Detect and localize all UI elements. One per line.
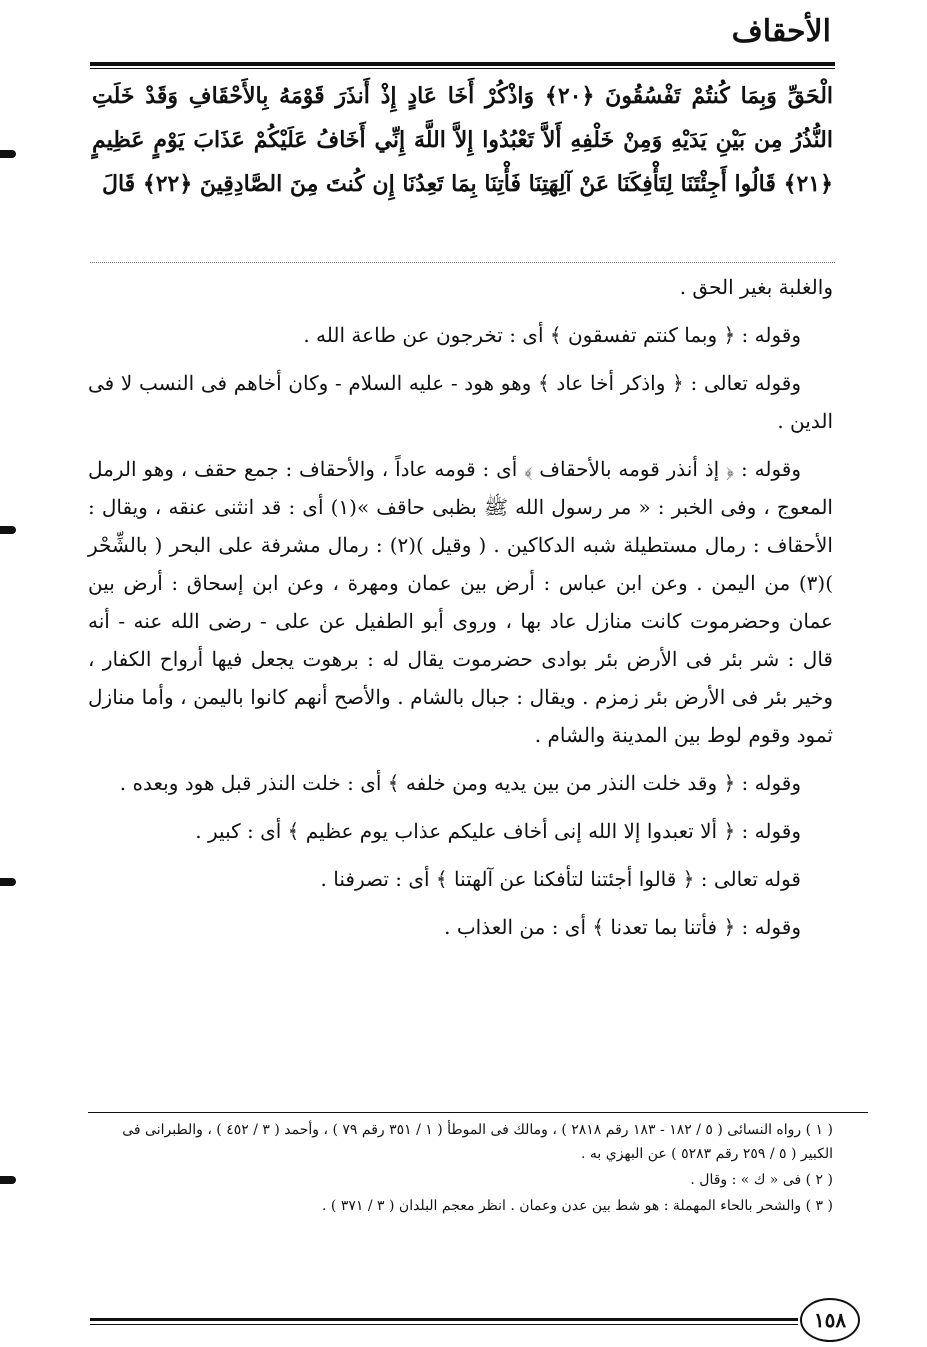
footnote: ( ٣ ) والشحر بالحاء المهملة : هو شط بين عدن وعمان . انظر معجم البلدان ( ٣ / ٣٧١ ) . (322, 1198, 833, 1214)
footnote-rule (88, 1112, 868, 1113)
footnote: ( ١ ) رواه النسائى ( ٥ / ١٨٢ - ١٨٣ رقم ٢٨١٨ ) ، ومالك فى الموطأ ( ١ / ٣٥١ رقم ٧٩ ) ، وأحمد ( ٣ / ٤٥٢ ) ، والطبرانى فى الكبير ( ٥ / ٢٥٩ رقم ٥٢٨٣ ) عن البهزي به . (122, 1122, 833, 1162)
quran-verses: الْحَقِّ وَبِمَا كُنتُمْ تَفْسُقُونَ ﴿٢٠﴾ وَاذْكُرْ أَخَا عَادٍ إِذْ أَنذَرَ قَوْمَهُ بِالأَحْقَافِ وَقَدْ خَلَتِ النُّذُرُ مِن بَيْنِ يَدَيْهِ وَمِنْ خَلْفِهِ أَلاَّ تَعْبُدُوا إِلاَّ اللَّهَ إِنِّي أَخَافُ عَلَيْكُمْ عَذَابَ يَوْمٍ عَظِيمٍ ﴿٢١﴾ قَالُوا أَجِئْتَنَا لِتَأْفِكَنَا عَنْ آلِهَتِنَا فَأْتِنَا بِمَا تَعِدُنَا إِن كُنتَ مِنَ الصَّادِقِينَ ﴿٢٢﴾ قَالَ (92, 83, 834, 197)
commentary-paragraph: وقوله : ﴿ وقد خلت النذر من بين يديه ومن خلفه ﴾ أى : خلت النذر قبل هود وبعده . (119, 771, 801, 795)
commentary-paragraph: وقوله : ﴿ وبما كنتم تفسقون ﴾ أى : تخرجون عن طاعة الله . (303, 323, 801, 347)
header-rule-thin (90, 68, 835, 69)
footer-rule-thin (90, 1324, 798, 1325)
commentary (88, 268, 833, 956)
footnote: ( ٢ ) فى « ك » : وقال . (690, 1172, 833, 1188)
commentary-paragraph: وقوله : ﴿ إذ أنذر قومه بالأحقاف ﴾ أى : قومه عاداً ، والأحقاف : جمع حقف ، وهو الرمل المعوج ، وفى الخبر : « مر رسول الله ﷺ بظبى حاقف »(١) أى : قد انثنى عنقه ، ويقال : الأحقاف : رمال مستطيلة شبه الدكاكين . ( وقيل )(٢) : رمال مشرفة على البحر ( بالشِّحْر )(٣) من اليمن . وعن ابن عباس : أرض بين عمان ومهرة ، وعن ابن إسحاق : أرض بين عمان وحضرموت كانت منازل عاد بها ، وروى أبو الطفيل عن على - رضى الله عنه - أنه قال : شر بئر فى الأرض بئر بوادى حضرموت يقال له : برهوت يجعل فيها أرواح الكفار ، وخير بئر فى الأرض بئر زمزم . ويقال : جبال بالشام . والأصح أنهم كانوا باليمن ، وأما منازل ثمود وقوم لوط بين المدينة والشام . (88, 457, 833, 747)
margin-mark (0, 150, 16, 158)
commentary-paragraph: وقوله تعالى : ﴿ واذكر أخا عاد ﴾ وهو هود - عليه السلام - وكان أخاهم فى النسب لا فى الدين . (88, 371, 833, 433)
commentary-paragraph: وقوله : ﴿ ألا تعبدوا إلا الله إنى أخاف عليكم عذاب يوم عظيم ﴾ أى : كبير . (195, 819, 801, 843)
commentary-paragraph: وقوله : ﴿ فأتنا بما تعدنا ﴾ أى : من العذاب . (444, 915, 801, 939)
commentary-paragraph: قوله تعالى : ﴿ قالوا أجئتنا لتأفكنا عن آلهتنا ﴾ أى : تصرفنا . (320, 867, 801, 891)
margin-mark (0, 1176, 16, 1184)
page-number: ١٥٨ (800, 1298, 860, 1342)
margin-mark (0, 878, 16, 886)
margin-mark (0, 526, 16, 534)
footnotes (86, 1116, 833, 1220)
running-header-title: الأحقاف (731, 14, 831, 49)
header-rule (90, 62, 835, 66)
commentary-paragraph: والغلبة بغير الحق . (679, 275, 833, 299)
section-divider (90, 262, 835, 263)
footer-rule (90, 1318, 798, 1321)
